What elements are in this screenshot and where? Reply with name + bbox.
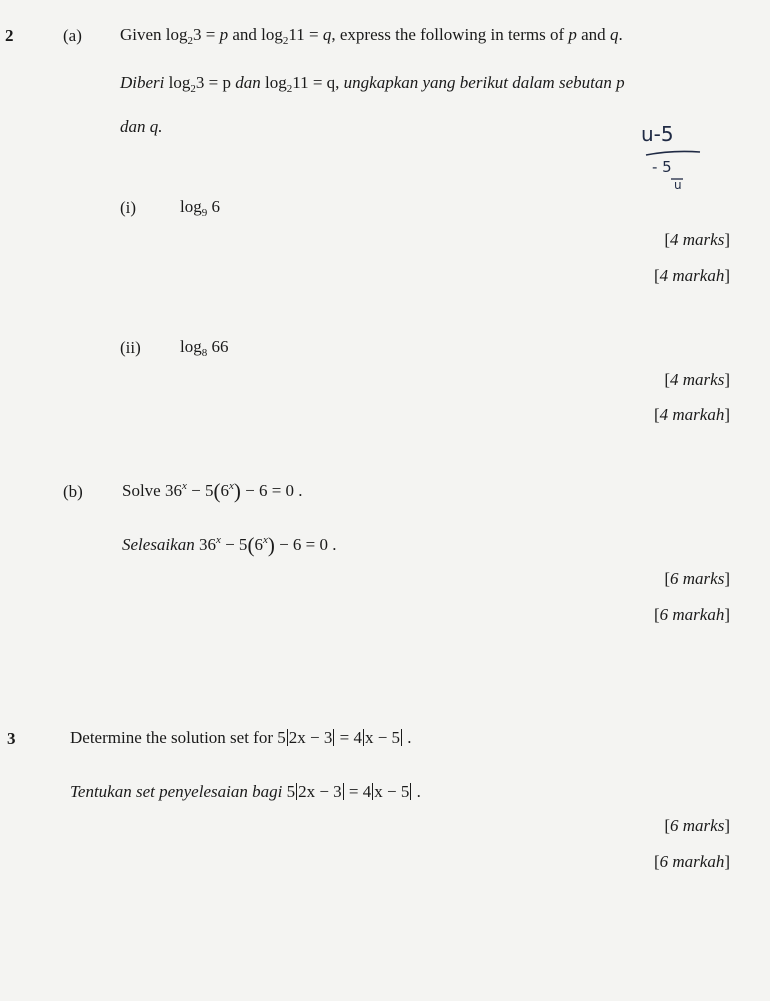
part-b-english <box>122 481 303 501</box>
q2a-malay-text <box>120 73 625 93</box>
exponential-equation: $36^x - 5(6^x) - 6 = 0$ . <box>164 479 303 503</box>
malay-var-p: p <box>616 73 625 92</box>
question-number-2: 2 <box>5 26 14 45</box>
marks-ms-text: 4 markah <box>659 266 725 285</box>
selesaikan-word: Selesaikan <box>122 535 195 554</box>
part-b-marks-en: [6 marks] <box>664 569 730 588</box>
q3-english <box>70 728 412 748</box>
var-q: q <box>609 25 619 44</box>
and-word: and <box>232 25 257 44</box>
log-expression-1: $\log_23 = p$ <box>165 25 229 47</box>
given-word: Given <box>120 25 162 44</box>
marks-en-text: 6 marks <box>670 816 725 835</box>
part-ii-marks-ms: [4 markah] <box>653 405 730 424</box>
absolute-value-equation-ms: 5 2x − 3 = 4 x − 5 . <box>286 782 421 801</box>
q3-malay <box>70 782 421 802</box>
and-word-2: and <box>581 25 606 44</box>
q2a-malay-line2: dan q. <box>120 117 163 136</box>
diberi-word: Diberi <box>120 73 165 92</box>
marks-ms-text: 4 markah <box>659 405 725 424</box>
part-b-marks-ms: [6 markah] <box>653 605 730 624</box>
part-ii-expression: $\log_8 66$ <box>180 337 229 359</box>
handwriting-top: u-5 <box>641 122 674 146</box>
part-i-expression: $\log_9 6$ <box>180 197 220 219</box>
part-i-marks-en: [4 marks] <box>664 230 730 249</box>
part-i-label: (i) <box>120 198 137 217</box>
marks-ms-text: 6 markah <box>659 605 725 624</box>
q3-english-text: Determine the solution set for <box>70 728 274 747</box>
part-i-marks-ms: [4 markah] <box>653 266 730 285</box>
log-expression-2: $\log_211 = q$ <box>261 25 332 47</box>
part-b-label: (b) <box>63 482 83 501</box>
malay-log-expression-2: $\log_211 = q$, <box>264 73 340 95</box>
question-number-3: 3 <box>7 729 16 748</box>
marks-en-text: 4 marks <box>670 230 725 249</box>
q3-malay-text: Tentukan set penyelesaian bagi <box>70 782 283 801</box>
q3-marks-ms: [6 markah] <box>653 852 730 871</box>
handwriting-fraction-line <box>644 148 704 158</box>
period: . <box>618 25 623 44</box>
marks-en-text: 4 marks <box>670 370 725 389</box>
handwriting-mid: - 5 <box>652 158 672 176</box>
part-a-label: (a) <box>63 26 82 45</box>
malay-instruction-tail: ungkapkan yang berikut dalam sebutan <box>343 73 612 92</box>
instruction-tail: , express the following in terms of <box>331 25 565 44</box>
handwriting-bottom: u <box>674 178 682 192</box>
part-ii-marks-en: [4 marks] <box>664 370 730 389</box>
exponential-equation-ms: $36^x - 5(6^x) - 6 = 0$ . <box>198 533 337 557</box>
marks-ms-text: 6 markah <box>659 852 725 871</box>
malay-log-expression-1: $\log_23 = p$ <box>168 73 231 95</box>
var-p: p <box>568 25 577 44</box>
marks-en-text: 6 marks <box>670 569 725 588</box>
solve-word: Solve <box>122 481 161 500</box>
part-ii-label: (ii) <box>120 338 141 357</box>
absolute-value-equation: 5 2x − 3 = 4 x − 5 . <box>277 728 412 747</box>
dan-word: dan <box>235 73 261 92</box>
q2a-english-text <box>120 25 623 45</box>
part-b-malay <box>122 535 337 555</box>
q3-marks-en: [6 marks] <box>664 816 730 835</box>
